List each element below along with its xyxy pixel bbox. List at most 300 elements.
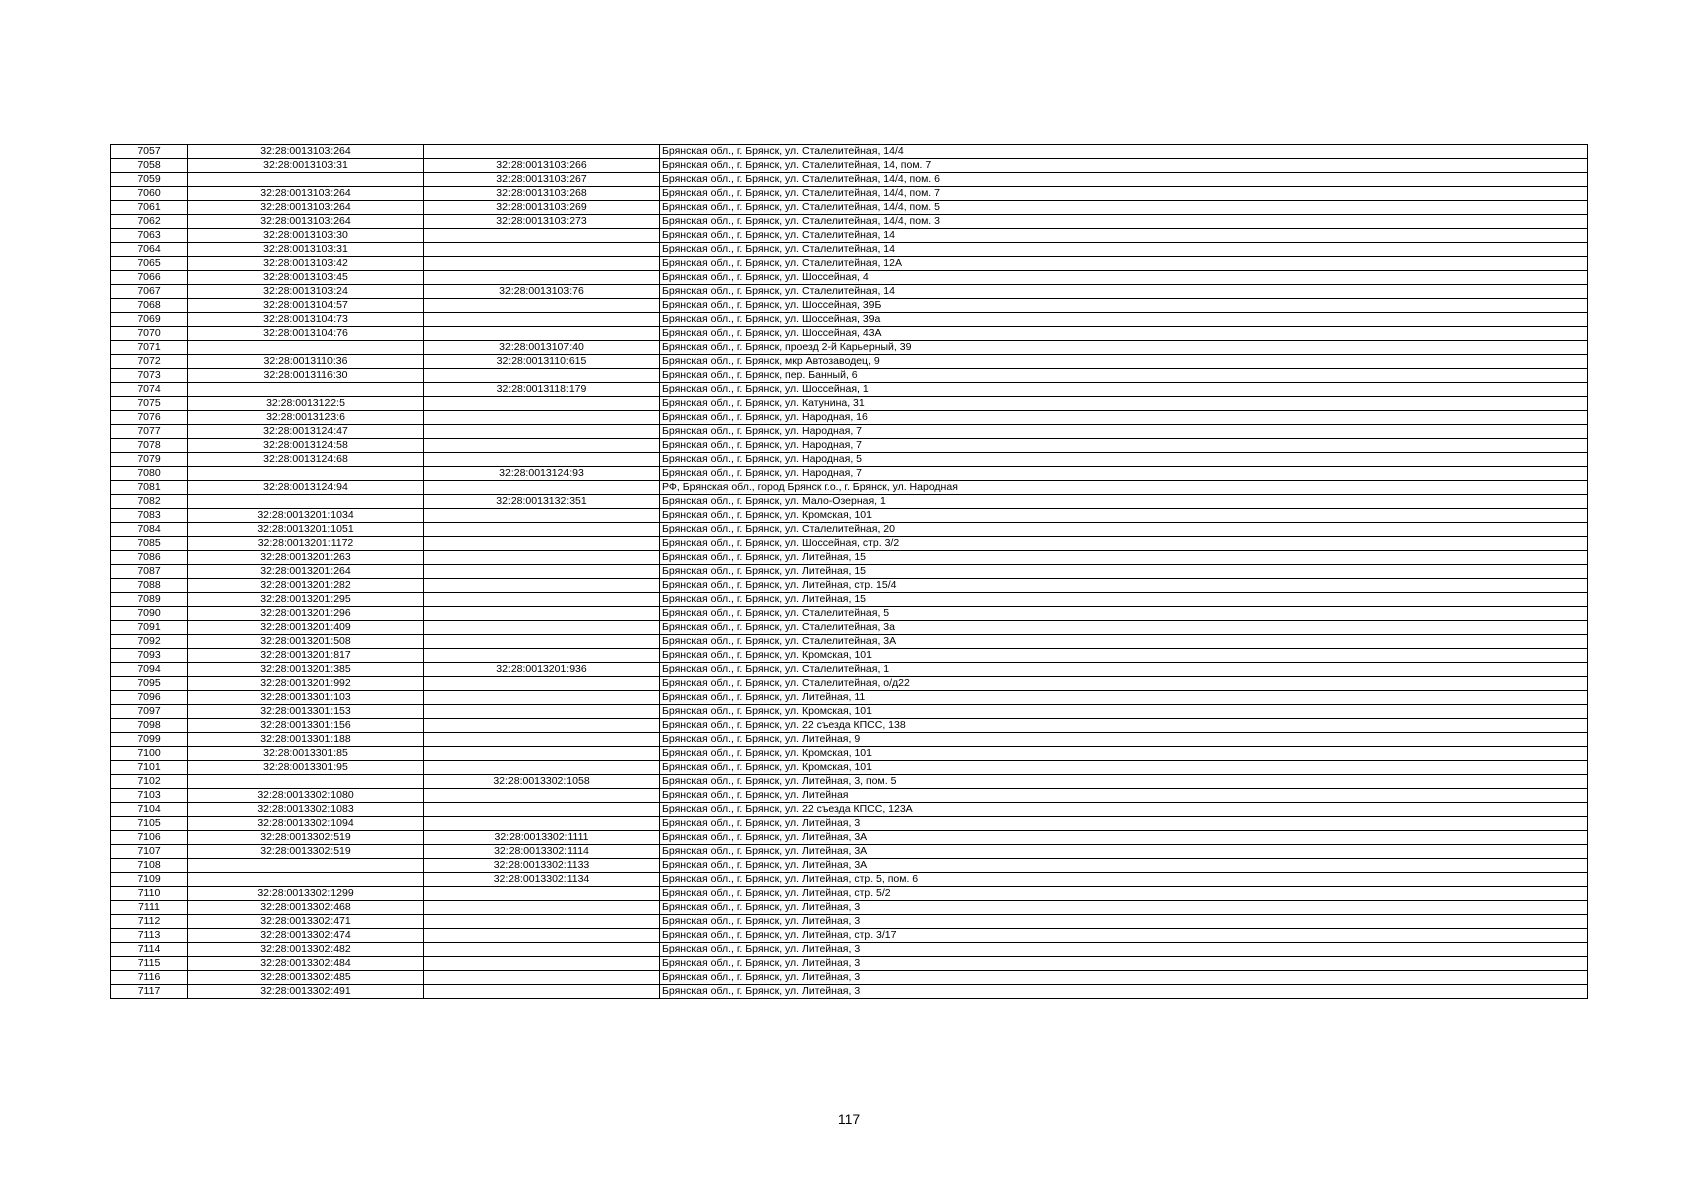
address-cell: Брянская обл., г. Брянск, ул. Литейная, стр. 15/4 xyxy=(660,579,1588,593)
row-number-cell: 7059 xyxy=(111,173,188,187)
related-cadastral-number-cell xyxy=(424,453,660,467)
page-number: 117 xyxy=(837,1111,861,1127)
address-cell: Брянская обл., г. Брянск, ул. Мало-Озерная, 1 xyxy=(660,495,1588,509)
related-cadastral-number-cell xyxy=(424,439,660,453)
row-number-cell: 7086 xyxy=(111,551,188,565)
related-cadastral-number-cell xyxy=(424,145,660,159)
cadastral-number-cell: 32:28:0013104:76 xyxy=(188,327,424,341)
related-cadastral-number-cell xyxy=(424,397,660,411)
table-row xyxy=(111,229,1588,243)
address-cell: Брянская обл., г. Брянск, ул. Литейная, 15 xyxy=(660,565,1588,579)
cadastral-number-cell: 32:28:0013302:474 xyxy=(188,929,424,943)
row-number-cell: 7112 xyxy=(111,915,188,929)
related-cadastral-number-cell: 32:28:0013103:267 xyxy=(424,173,660,187)
row-number-cell: 7084 xyxy=(111,523,188,537)
address-cell: Брянская обл., г. Брянск, ул. Литейная, стр. 3/17 xyxy=(660,929,1588,943)
cadastral-number-cell: 32:28:0013201:264 xyxy=(188,565,424,579)
cadastral-number-cell: 32:28:0013103:42 xyxy=(188,257,424,271)
related-cadastral-number-cell xyxy=(424,593,660,607)
table-row xyxy=(111,957,1588,971)
row-number-cell: 7108 xyxy=(111,859,188,873)
address-cell: Брянская обл., г. Брянск, ул. Шоссейная, 1 xyxy=(660,383,1588,397)
row-number-cell: 7075 xyxy=(111,397,188,411)
row-number-cell: 7113 xyxy=(111,929,188,943)
row-number-cell: 7097 xyxy=(111,705,188,719)
cadastral-number-cell: 32:28:0013301:156 xyxy=(188,719,424,733)
address-cell: Брянская обл., г. Брянск, ул. Литейная, стр. 5/2 xyxy=(660,887,1588,901)
related-cadastral-number-cell xyxy=(424,509,660,523)
related-cadastral-number-cell xyxy=(424,327,660,341)
table-row xyxy=(111,481,1588,495)
cadastral-number-cell: 32:28:0013301:188 xyxy=(188,733,424,747)
address-cell: Брянская обл., г. Брянск, ул. Кромская, 101 xyxy=(660,761,1588,775)
address-cell: Брянская обл., г. Брянск, ул. Сталелитейная, 14/4, пом. 6 xyxy=(660,173,1588,187)
table-row xyxy=(111,775,1588,789)
cadastral-number-cell: 32:28:0013302:1299 xyxy=(188,887,424,901)
row-number-cell: 7080 xyxy=(111,467,188,481)
table-row xyxy=(111,593,1588,607)
cadastral-number-cell: 32:28:0013302:471 xyxy=(188,915,424,929)
row-number-cell: 7081 xyxy=(111,481,188,495)
table-row xyxy=(111,285,1588,299)
row-number-cell: 7098 xyxy=(111,719,188,733)
cadastral-number-cell: 32:28:0013103:31 xyxy=(188,243,424,257)
address-cell: Брянская обл., г. Брянск, ул. Шоссейная, стр. 3/2 xyxy=(660,537,1588,551)
related-cadastral-number-cell xyxy=(424,369,660,383)
address-cell: Брянская обл., г. Брянск, ул. Шоссейная, 39а xyxy=(660,313,1588,327)
table-row xyxy=(111,537,1588,551)
row-number-cell: 7060 xyxy=(111,187,188,201)
row-number-cell: 7110 xyxy=(111,887,188,901)
cadastral-number-cell: 32:28:0013201:409 xyxy=(188,621,424,635)
row-number-cell: 7100 xyxy=(111,747,188,761)
address-cell: Брянская обл., г. Брянск, ул. Литейная, 3 xyxy=(660,817,1588,831)
related-cadastral-number-cell xyxy=(424,719,660,733)
table-row xyxy=(111,467,1588,481)
related-cadastral-number-cell xyxy=(424,565,660,579)
cadastral-number-cell: 32:28:0013110:36 xyxy=(188,355,424,369)
related-cadastral-number-cell xyxy=(424,929,660,943)
row-number-cell: 7063 xyxy=(111,229,188,243)
row-number-cell: 7106 xyxy=(111,831,188,845)
address-cell: Брянская обл., г. Брянск, ул. Литейная, 3 xyxy=(660,957,1588,971)
address-cell: Брянская обл., г. Брянск, ул. Сталелитейная, о/д22 xyxy=(660,677,1588,691)
address-cell: Брянская обл., г. Брянск, ул. Сталелитейная, 12А xyxy=(660,257,1588,271)
address-cell: Брянская обл., г. Брянск, ул. Сталелитейная, 1 xyxy=(660,663,1588,677)
related-cadastral-number-cell: 32:28:0013302:1114 xyxy=(424,845,660,859)
row-number-cell: 7058 xyxy=(111,159,188,173)
address-cell: Брянская обл., г. Брянск, ул. Литейная xyxy=(660,789,1588,803)
row-number-cell: 7077 xyxy=(111,425,188,439)
address-cell: Брянская обл., г. Брянск, ул. Народная, 7 xyxy=(660,439,1588,453)
table-row xyxy=(111,859,1588,873)
table-row xyxy=(111,159,1588,173)
table-row xyxy=(111,439,1588,453)
row-number-cell: 7089 xyxy=(111,593,188,607)
table-row xyxy=(111,145,1588,159)
related-cadastral-number-cell: 32:28:0013110:615 xyxy=(424,355,660,369)
row-number-cell: 7079 xyxy=(111,453,188,467)
table-row xyxy=(111,831,1588,845)
address-cell: Брянская обл., г. Брянск, ул. Шоссейная, 43А xyxy=(660,327,1588,341)
related-cadastral-number-cell xyxy=(424,243,660,257)
address-cell: Брянская обл., г. Брянск, ул. Литейная, 3А xyxy=(660,845,1588,859)
cadastral-number-cell: 32:28:0013103:264 xyxy=(188,145,424,159)
cadastral-number-cell xyxy=(188,873,424,887)
table-row xyxy=(111,817,1588,831)
related-cadastral-number-cell xyxy=(424,747,660,761)
related-cadastral-number-cell xyxy=(424,817,660,831)
table-row xyxy=(111,705,1588,719)
cadastral-number-cell: 32:28:0013302:519 xyxy=(188,831,424,845)
address-cell: Брянская обл., г. Брянск, ул. Сталелитейная, 14/4, пом. 7 xyxy=(660,187,1588,201)
table-row xyxy=(111,565,1588,579)
related-cadastral-number-cell xyxy=(424,411,660,425)
table-row xyxy=(111,761,1588,775)
table-row xyxy=(111,915,1588,929)
cadastral-number-cell: 32:28:0013116:30 xyxy=(188,369,424,383)
address-cell: Брянская обл., г. Брянск, ул. Народная, 16 xyxy=(660,411,1588,425)
table-row xyxy=(111,943,1588,957)
related-cadastral-number-cell xyxy=(424,761,660,775)
table-row xyxy=(111,887,1588,901)
cadastral-number-cell xyxy=(188,341,424,355)
address-cell: Брянская обл., г. Брянск, ул. Сталелитейная, 14 xyxy=(660,285,1588,299)
table-row xyxy=(111,747,1588,761)
cadastral-number-cell: 32:28:0013302:519 xyxy=(188,845,424,859)
cadastral-number-cell: 32:28:0013103:45 xyxy=(188,271,424,285)
row-number-cell: 7117 xyxy=(111,985,188,999)
related-cadastral-number-cell: 32:28:0013302:1111 xyxy=(424,831,660,845)
table-row xyxy=(111,257,1588,271)
cadastral-number-cell xyxy=(188,467,424,481)
row-number-cell: 7082 xyxy=(111,495,188,509)
address-cell: Брянская обл., г. Брянск, ул. Литейная, 3 xyxy=(660,915,1588,929)
table-row xyxy=(111,355,1588,369)
cadastral-number-cell xyxy=(188,383,424,397)
address-cell: Брянская обл., г. Брянск, ул. Сталелитейная, 14 xyxy=(660,229,1588,243)
address-cell: Брянская обл., г. Брянск, ул. Кромская, 101 xyxy=(660,705,1588,719)
related-cadastral-number-cell xyxy=(424,481,660,495)
row-number-cell: 7065 xyxy=(111,257,188,271)
row-number-cell: 7088 xyxy=(111,579,188,593)
cadastral-number-cell: 32:28:0013302:1094 xyxy=(188,817,424,831)
table-row xyxy=(111,523,1588,537)
cadastral-number-cell: 32:28:0013201:817 xyxy=(188,649,424,663)
related-cadastral-number-cell xyxy=(424,523,660,537)
related-cadastral-number-cell: 32:28:0013302:1133 xyxy=(424,859,660,873)
related-cadastral-number-cell xyxy=(424,957,660,971)
cadastral-number-cell: 32:28:0013201:385 xyxy=(188,663,424,677)
table-row xyxy=(111,691,1588,705)
related-cadastral-number-cell: 32:28:0013124:93 xyxy=(424,467,660,481)
table-row xyxy=(111,397,1588,411)
related-cadastral-number-cell: 32:28:0013201:936 xyxy=(424,663,660,677)
related-cadastral-number-cell xyxy=(424,649,660,663)
cadastral-number-cell: 32:28:0013124:58 xyxy=(188,439,424,453)
cadastral-number-cell: 32:28:0013301:95 xyxy=(188,761,424,775)
table-row xyxy=(111,383,1588,397)
cadastral-number-cell: 32:28:0013122:5 xyxy=(188,397,424,411)
address-cell: Брянская обл., г. Брянск, ул. Шоссейная, 4 xyxy=(660,271,1588,285)
row-number-cell: 7074 xyxy=(111,383,188,397)
address-cell: Брянская обл., г. Брянск, ул. Сталелитейная, 3а xyxy=(660,621,1588,635)
table-row xyxy=(111,313,1588,327)
cadastral-number-cell: 32:28:0013103:24 xyxy=(188,285,424,299)
table-row xyxy=(111,453,1588,467)
address-cell: Брянская обл., г. Брянск, ул. Сталелитейная, 14/4, пом. 3 xyxy=(660,215,1588,229)
row-number-cell: 7069 xyxy=(111,313,188,327)
related-cadastral-number-cell xyxy=(424,789,660,803)
cadastral-number-cell: 32:28:0013103:264 xyxy=(188,215,424,229)
row-number-cell: 7105 xyxy=(111,817,188,831)
row-number-cell: 7091 xyxy=(111,621,188,635)
cadastral-number-cell: 32:28:0013302:482 xyxy=(188,943,424,957)
table-row xyxy=(111,621,1588,635)
related-cadastral-number-cell xyxy=(424,985,660,999)
address-cell: Брянская обл., г. Брянск, ул. Литейная, 15 xyxy=(660,593,1588,607)
cadastral-number-cell: 32:28:0013302:1083 xyxy=(188,803,424,817)
address-cell: Брянская обл., г. Брянск, проезд 2-й Карьерный, 39 xyxy=(660,341,1588,355)
address-cell: Брянская обл., г. Брянск, ул. Сталелитейная, 3А xyxy=(660,635,1588,649)
related-cadastral-number-cell xyxy=(424,229,660,243)
address-cell: Брянская обл., г. Брянск, ул. Сталелитейная, 14 xyxy=(660,243,1588,257)
related-cadastral-number-cell xyxy=(424,705,660,719)
table-row xyxy=(111,971,1588,985)
table-row xyxy=(111,719,1588,733)
address-cell: Брянская обл., г. Брянск, ул. 22 съезда КПСС, 138 xyxy=(660,719,1588,733)
related-cadastral-number-cell: 32:28:0013103:269 xyxy=(424,201,660,215)
table-row xyxy=(111,551,1588,565)
cadastral-number-cell: 32:28:0013104:73 xyxy=(188,313,424,327)
cadastral-number-cell: 32:28:0013302:1080 xyxy=(188,789,424,803)
table-row xyxy=(111,985,1588,999)
cadastral-number-cell: 32:28:0013123:6 xyxy=(188,411,424,425)
related-cadastral-number-cell xyxy=(424,607,660,621)
row-number-cell: 7103 xyxy=(111,789,188,803)
table-row xyxy=(111,411,1588,425)
row-number-cell: 7104 xyxy=(111,803,188,817)
row-number-cell: 7078 xyxy=(111,439,188,453)
registry-table xyxy=(110,144,1588,999)
address-cell: Брянская обл., г. Брянск, ул. Сталелитейная, 14/4 xyxy=(660,145,1588,159)
cadastral-number-cell: 32:28:0013103:264 xyxy=(188,201,424,215)
row-number-cell: 7090 xyxy=(111,607,188,621)
row-number-cell: 7087 xyxy=(111,565,188,579)
related-cadastral-number-cell xyxy=(424,635,660,649)
row-number-cell: 7114 xyxy=(111,943,188,957)
related-cadastral-number-cell xyxy=(424,971,660,985)
table-row xyxy=(111,425,1588,439)
address-cell: Брянская обл., г. Брянск, ул. Сталелитейная, 20 xyxy=(660,523,1588,537)
row-number-cell: 7072 xyxy=(111,355,188,369)
related-cadastral-number-cell xyxy=(424,257,660,271)
address-cell: Брянская обл., г. Брянск, ул. Литейная, 15 xyxy=(660,551,1588,565)
table-row xyxy=(111,243,1588,257)
cadastral-number-cell: 32:28:0013301:103 xyxy=(188,691,424,705)
address-cell: Брянская обл., г. Брянск, ул. Сталелитейная, 14/4, пом. 5 xyxy=(660,201,1588,215)
cadastral-number-cell: 32:28:0013301:153 xyxy=(188,705,424,719)
address-cell: Брянская обл., г. Брянск, ул. Катунина, 31 xyxy=(660,397,1588,411)
related-cadastral-number-cell xyxy=(424,901,660,915)
address-cell: Брянская обл., г. Брянск, ул. Кромская, 101 xyxy=(660,747,1588,761)
row-number-cell: 7101 xyxy=(111,761,188,775)
related-cadastral-number-cell: 32:28:0013107:40 xyxy=(424,341,660,355)
address-cell: Брянская обл., г. Брянск, ул. Литейная, 3 xyxy=(660,985,1588,999)
cadastral-number-cell: 32:28:0013103:30 xyxy=(188,229,424,243)
row-number-cell: 7096 xyxy=(111,691,188,705)
table-row xyxy=(111,327,1588,341)
registry-table-body xyxy=(111,145,1588,999)
address-cell: Брянская обл., г. Брянск, ул. Литейная, 3 xyxy=(660,943,1588,957)
related-cadastral-number-cell: 32:28:0013103:76 xyxy=(424,285,660,299)
address-cell: Брянская обл., г. Брянск, ул. Литейная, стр. 5, пом. 6 xyxy=(660,873,1588,887)
address-cell: Брянская обл., г. Брянск, ул. Литейная, 3А xyxy=(660,831,1588,845)
address-cell: Брянская обл., г. Брянск, пер. Банный, 6 xyxy=(660,369,1588,383)
cadastral-number-cell: 32:28:0013124:47 xyxy=(188,425,424,439)
address-cell: Брянская обл., г. Брянск, ул. Литейная, 3, пом. 5 xyxy=(660,775,1588,789)
table-row xyxy=(111,369,1588,383)
table-row xyxy=(111,635,1588,649)
related-cadastral-number-cell xyxy=(424,691,660,705)
table-row xyxy=(111,579,1588,593)
address-cell: Брянская обл., г. Брянск, ул. Литейная, 3А xyxy=(660,859,1588,873)
row-number-cell: 7083 xyxy=(111,509,188,523)
row-number-cell: 7068 xyxy=(111,299,188,313)
cadastral-number-cell xyxy=(188,859,424,873)
related-cadastral-number-cell xyxy=(424,733,660,747)
related-cadastral-number-cell xyxy=(424,677,660,691)
cadastral-number-cell: 32:28:0013201:263 xyxy=(188,551,424,565)
table-row xyxy=(111,845,1588,859)
row-number-cell: 7111 xyxy=(111,901,188,915)
address-cell: Брянская обл., г. Брянск, ул. Сталелитейная, 14, пом. 7 xyxy=(660,159,1588,173)
table-row xyxy=(111,201,1588,215)
cadastral-number-cell: 32:28:0013302:485 xyxy=(188,971,424,985)
row-number-cell: 7092 xyxy=(111,635,188,649)
row-number-cell: 7071 xyxy=(111,341,188,355)
row-number-cell: 7116 xyxy=(111,971,188,985)
cadastral-number-cell: 32:28:0013301:85 xyxy=(188,747,424,761)
cadastral-number-cell: 32:28:0013201:508 xyxy=(188,635,424,649)
address-cell: Брянская обл., г. Брянск, ул. 22 съезда КПСС, 123А xyxy=(660,803,1588,817)
row-number-cell: 7115 xyxy=(111,957,188,971)
cadastral-number-cell xyxy=(188,173,424,187)
row-number-cell: 7066 xyxy=(111,271,188,285)
cadastral-number-cell: 32:28:0013201:1034 xyxy=(188,509,424,523)
related-cadastral-number-cell xyxy=(424,537,660,551)
related-cadastral-number-cell xyxy=(424,271,660,285)
related-cadastral-number-cell xyxy=(424,943,660,957)
address-cell: Брянская обл., г. Брянск, ул. Кромская, 101 xyxy=(660,649,1588,663)
address-cell: Брянская обл., г. Брянск, ул. Шоссейная, 39Б xyxy=(660,299,1588,313)
row-number-cell: 7064 xyxy=(111,243,188,257)
related-cadastral-number-cell xyxy=(424,887,660,901)
table-row xyxy=(111,929,1588,943)
cadastral-number-cell: 32:28:0013124:68 xyxy=(188,453,424,467)
address-cell: Брянская обл., г. Брянск, ул. Сталелитейная, 5 xyxy=(660,607,1588,621)
cadastral-number-cell: 32:28:0013302:491 xyxy=(188,985,424,999)
row-number-cell: 7070 xyxy=(111,327,188,341)
row-number-cell: 7076 xyxy=(111,411,188,425)
related-cadastral-number-cell: 32:28:0013302:1134 xyxy=(424,873,660,887)
related-cadastral-number-cell: 32:28:0013302:1058 xyxy=(424,775,660,789)
row-number-cell: 7099 xyxy=(111,733,188,747)
row-number-cell: 7061 xyxy=(111,201,188,215)
address-cell: Брянская обл., г. Брянск, ул. Литейная, 3 xyxy=(660,901,1588,915)
related-cadastral-number-cell xyxy=(424,579,660,593)
table-row xyxy=(111,607,1588,621)
row-number-cell: 7093 xyxy=(111,649,188,663)
cadastral-number-cell: 32:28:0013201:1051 xyxy=(188,523,424,537)
cadastral-number-cell: 32:28:0013201:282 xyxy=(188,579,424,593)
row-number-cell: 7102 xyxy=(111,775,188,789)
cadastral-number-cell: 32:28:0013302:484 xyxy=(188,957,424,971)
address-cell: Брянская обл., г. Брянск, ул. Литейная, 9 xyxy=(660,733,1588,747)
table-row xyxy=(111,649,1588,663)
row-number-cell: 7107 xyxy=(111,845,188,859)
address-cell: Брянская обл., г. Брянск, мкр Автозаводец, 9 xyxy=(660,355,1588,369)
related-cadastral-number-cell xyxy=(424,425,660,439)
related-cadastral-number-cell: 32:28:0013103:268 xyxy=(424,187,660,201)
row-number-cell: 7095 xyxy=(111,677,188,691)
cadastral-number-cell xyxy=(188,495,424,509)
table-row xyxy=(111,299,1588,313)
address-cell: Брянская обл., г. Брянск, ул. Кромская, 101 xyxy=(660,509,1588,523)
address-cell: Брянская обл., г. Брянск, ул. Народная, 5 xyxy=(660,453,1588,467)
cadastral-number-cell: 32:28:0013201:296 xyxy=(188,607,424,621)
row-number-cell: 7067 xyxy=(111,285,188,299)
related-cadastral-number-cell xyxy=(424,621,660,635)
table-row xyxy=(111,733,1588,747)
table-row xyxy=(111,873,1588,887)
cadastral-number-cell: 32:28:0013103:31 xyxy=(188,159,424,173)
related-cadastral-number-cell: 32:28:0013132:351 xyxy=(424,495,660,509)
table-row xyxy=(111,677,1588,691)
address-cell: РФ, Брянская обл., город Брянск г.о., г. Брянск, ул. Народная xyxy=(660,481,1588,495)
address-cell: Брянская обл., г. Брянск, ул. Народная, 7 xyxy=(660,467,1588,481)
cadastral-number-cell: 32:28:0013201:295 xyxy=(188,593,424,607)
related-cadastral-number-cell: 32:28:0013103:266 xyxy=(424,159,660,173)
row-number-cell: 7073 xyxy=(111,369,188,383)
table-row xyxy=(111,271,1588,285)
address-cell: Брянская обл., г. Брянск, ул. Литейная, 11 xyxy=(660,691,1588,705)
table-row xyxy=(111,173,1588,187)
table-row xyxy=(111,509,1588,523)
address-cell: Брянская обл., г. Брянск, ул. Литейная, 3 xyxy=(660,971,1588,985)
cadastral-number-cell xyxy=(188,775,424,789)
cadastral-number-cell: 32:28:0013201:1172 xyxy=(188,537,424,551)
row-number-cell: 7057 xyxy=(111,145,188,159)
row-number-cell: 7085 xyxy=(111,537,188,551)
table-row xyxy=(111,187,1588,201)
related-cadastral-number-cell xyxy=(424,551,660,565)
related-cadastral-number-cell xyxy=(424,915,660,929)
address-cell: Брянская обл., г. Брянск, ул. Народная, 7 xyxy=(660,425,1588,439)
cadastral-number-cell: 32:28:0013302:468 xyxy=(188,901,424,915)
table-row xyxy=(111,901,1588,915)
row-number-cell: 7094 xyxy=(111,663,188,677)
table-row xyxy=(111,341,1588,355)
cadastral-number-cell: 32:28:0013104:57 xyxy=(188,299,424,313)
related-cadastral-number-cell xyxy=(424,803,660,817)
table-row xyxy=(111,495,1588,509)
related-cadastral-number-cell: 32:28:0013118:179 xyxy=(424,383,660,397)
table-row xyxy=(111,789,1588,803)
table-row xyxy=(111,215,1588,229)
row-number-cell: 7062 xyxy=(111,215,188,229)
table-row xyxy=(111,663,1588,677)
